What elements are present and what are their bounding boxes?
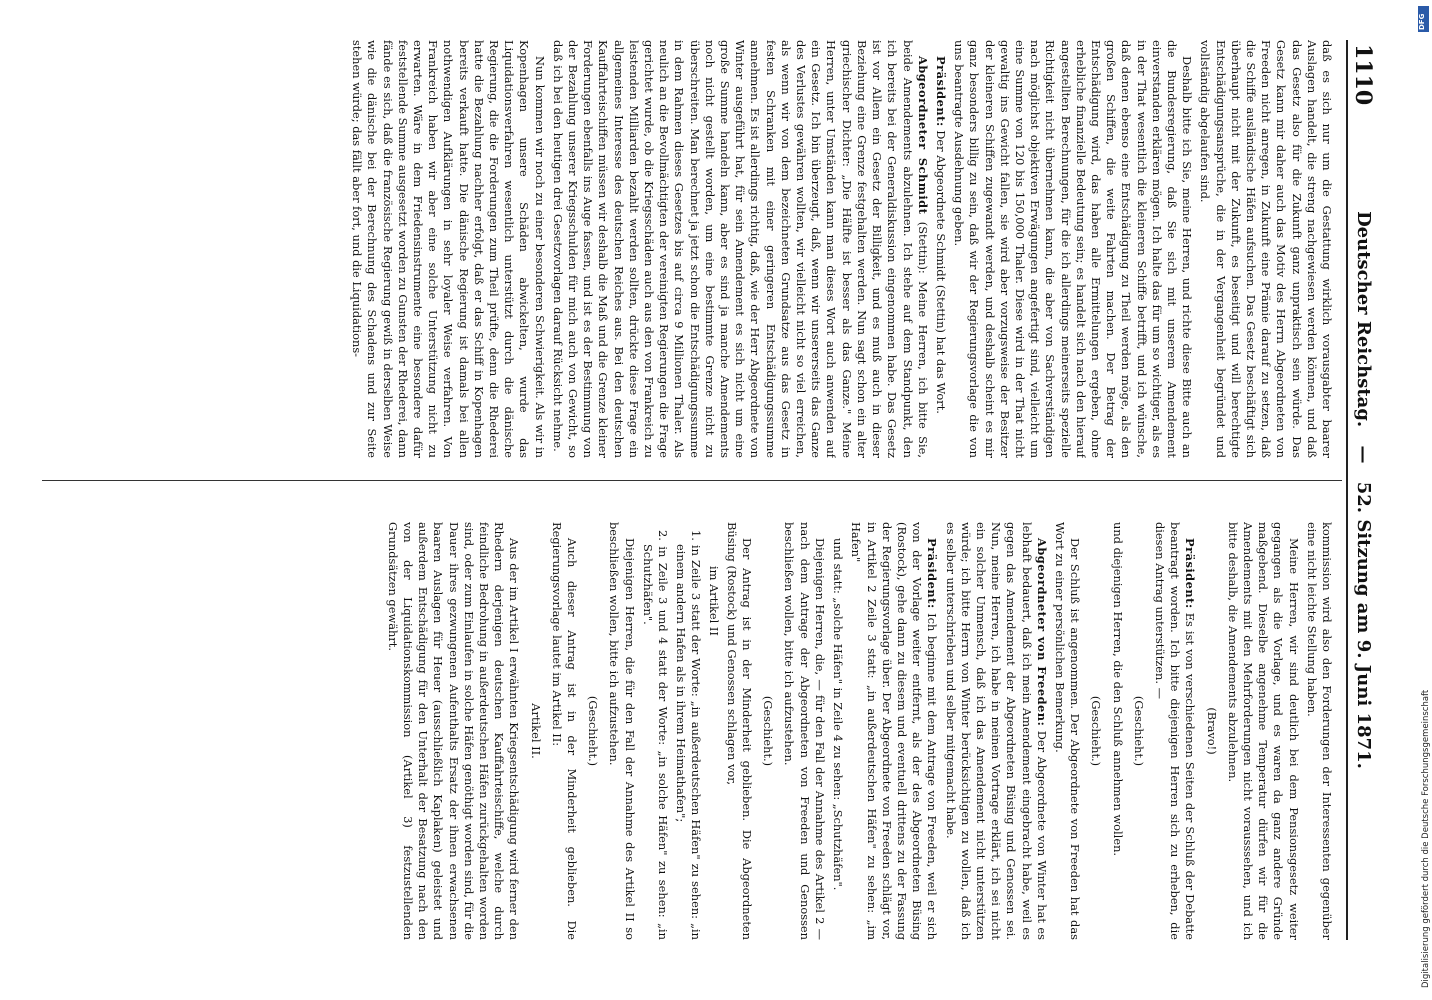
paragraph	[1197, 40, 1334, 458]
paragraph-text: Meine Herren, wir sind deutlich bei dem Pensionsgesetz weiter gegangen als die Vorlage, und es waren da ganz andere Gründe maßgebend. Dieselbe angenehme Temperatur dürfen wir für die Amendements mit den Mehrforderungen nicht vorausssehen, und ich bitte deshalb, die Amendements abzulehnen.	[1225, 522, 1301, 940]
credit-text: Digitalisierung gefördert durch die Deutsche Forschungsgemeinschaft	[1421, 689, 1431, 988]
paragraph	[385, 522, 522, 940]
paragraph-text: (Geschieht.)	[586, 695, 601, 767]
title-dash: —	[1353, 445, 1374, 464]
paragraph-text: Nun kommen wir noch zu einer besonderen Schwierigkeit. Als wir in Kopenhagen unsere Schäden abwickelten, wurde das Liquidationsverfahren wesentlich unterstützt durch die dänische Regierung, die die Forderungen zum Theil prüfte, denn die Rhederei hatte die Bezahlung nachher erfolgt, daß er das Schiff in Kopenhagen bereits verkauft hatte. Die dänische Regierung ist damals bei allen nothwendigen Aufklärungen in sehr loyaler Weise verfahren. Von Frankreich haben wir aber eine solche Unterstützung nicht zu erwarten. Wäre in dem Friedensinstrumente eine besondere dafür feststellende Summe ausgesetzt worden zu Gunsten der Rhederei, dann fände es sich, daß die französische Regierung gewiß in derselben Weise wie die dänische bei der Berechnung des Schadens und zur Seite stehen würde; das fällt aber fort, und die Liquidations-	[350, 40, 547, 458]
publication-title: Deutscher Reichstag.	[1353, 211, 1374, 428]
speaker-name: Präsident:	[933, 56, 948, 127]
paragraph-text: im Artikel II	[706, 566, 721, 636]
paragraph-text: Deshalb bitte ich Sie, meine Herren, und richte diese Bitte auch an die Bundesregierung, daß Sie sich mit unserem Amendement einverstanden erklären mögen. Ich halte das für um so wichtiger, als es in der That wesentlich die kleineren Schiffe betrifft, und ich wünsche, daß denen ebenso eine Entschädigung zu Theil werden möge, als den großen Schiffen, die weite Fahrten machen. Der Betrag der Entschädigung wird, das haben alle Ermittelungen ergeben, ohne erhebliche finanzielle Bedeutung sein; es handelt sich nach den hierauf angestellten Berechnungen, für die ich allerdings meinerseits spezielle Richtigkeit nicht übernehmen kann, die aber von Sachverständigen nach möglichst objektiven Erwägungen angefertigt sind, vielleicht um eine Summe von 120 bis 150,000 Thaler. Diese wird in der That nicht gewaltig ins Gewicht fallen, sie wird aber vorzugsweise der Besitzer der kleineren Schiffen zugewandt werden, und deshalb scheint es mir ganz besonders billig zu sein, daß wir der Regierungsvorlage die von uns beantragte Ausdehnung geben.	[952, 40, 1195, 458]
paragraph	[724, 522, 754, 940]
paragraph-text: Diejenigen Herren, die, — für den Fall der Annahme des Artikel 2 — nach dem Antrage der Abgeordneten von Freeden und Genossen beschließen wollen, bitte ich aufzustehen.	[782, 522, 827, 940]
paragraph	[527, 522, 542, 940]
paragraph	[830, 522, 845, 940]
speaker-name: Präsident:	[1183, 538, 1198, 609]
paragraph	[1052, 522, 1082, 940]
digitization-credit	[1421, 10, 1432, 990]
paragraph	[1131, 522, 1146, 940]
paragraph	[1152, 522, 1198, 940]
paragraph-text: (Bravo!)	[1204, 707, 1219, 755]
paragraph	[1225, 522, 1301, 940]
speaker-name: Abgeordneter Schmidt	[915, 56, 930, 215]
speaker-name: Präsident:	[925, 538, 940, 609]
column-divider	[42, 480, 1342, 481]
paragraph-text: 1. in Zeile 3 statt der Worte: „in außerdeutschen Häfen" zu sehen: „in einem andern Hafen als in ihrem Heimathafen";	[674, 530, 704, 940]
paragraph	[1203, 522, 1218, 940]
paragraph	[1088, 522, 1103, 940]
page-number: 1110	[1350, 44, 1376, 106]
paragraph	[781, 522, 827, 940]
paragraph	[549, 522, 579, 940]
paragraph	[951, 40, 1194, 458]
paragraph-text: Der Abgeordnete von Winter hat es lebhaft bedauert, daß ich mein Amendement eingebracht habe, weil es gegen das Amendement der Abgeordneten Büsing und Genossen sei. Nun, meine Herren, ich habe in meinen Vortrage erklärt, ich sei nicht ein solcher Unmensch, daß ich das Amendement nicht unterstützen würde; ich bitte Herrn von Winter berücksichtigen zu wollen, daß ich es selber unterschrieben und selber mitgemacht habe.	[943, 522, 1049, 940]
paragraph-text: Der Antrag ist in der Minderheit geblieben. Die Abgeordneten Büsing (Rostock) und Genossen schlagen vor,	[724, 522, 755, 940]
paragraph-text: (Stettin): Meine Herren, ich bitte Sie, beide Amendements abzulehnen. Ich stehe auf dem Standpunkt, den ich bereits bei der Generaldiskussion eingenommen habe. Das Gesetz ist vor Allem ein Gesetz der Billigkeit, und es muß auch in dieser Beziehung eine Grenze festgehalten werden. Nun sagt schon ein alter griechischer Dichter: „Die Hälfte ist besser als das Ganze." Meine Herren, unter Umständen kann man dieses Wort auch anwenden auf ein Gesetz. Ich bin überzeugt, daß, wenn wir unsererseits das Ganze des Verlustes gewähren wollten, wir vielleicht nicht so viel erreichen, als wenn wir von dem bezeichneten Grundsatze aus das Gesetz in festen Schranken mit einer geringeren Entschädigungssumme annehmen. Es ist allerdings richtig, daß, wie der Herr Abgeordnete von Winter ausgeführt hat, für sein Amendement es sich nicht um eine große Summe handeln kann, aber es sind ja manche Amendements noch nicht gestellt worden, um eine bestimmte Grenze nicht zu überschreiten. Man berechnet ja jetzt schon die Entschädigungssumme in dem Rahmen dieses Gesetzes bis auf circa 9 Millionen Thaler. Als neulich an die Bevollmächtigten der vereinigten Regierungen die Frage gerichtet wurde, ob die Kriegsschäden auch aus den von Frankreich zu leistenden Milliarden bezahlt werden sollten, drückte diese Frage ein allgemeines Interesse des deutschen Reiches aus. Bei den deutschen Kauffahrteischiffen müssen wir deshalb die Maß und die Grenze kleiner Forderungen ebenfalls ins Auge fassen, und ist es der Bestimmung von der Bezahlung unserer Kriegsschulden für mich auch von Gewicht, so daß ich bei den heutigen drei Gesetzvorlagen darauf Rücksicht nehme.	[550, 40, 930, 458]
paragraph	[550, 40, 930, 458]
paragraph	[640, 530, 671, 940]
paragraph-text: Diejenigen Herren, die für den Fall der Annahme des Artikel II so beschließen wollen, bitte ich aufzustehen.	[607, 522, 637, 940]
paragraph-text: Es ist von verschiedenen Seiten der Schluß der Debatte beantragt worden. Ich bitte diejenigen Herren sich zu erheben, die diesen Antrag unterstützen. —	[1152, 522, 1198, 940]
paragraph	[349, 40, 547, 458]
right-text-column	[44, 522, 1334, 940]
paragraph-text: daß es sich nur um die Gestattung wirklich vorausgabter baarer Auslagen handelt, die streng nachgewiesen werden können, und daß das Gesetz also für die Zukunft ganz unpraktisch sein würde. Das Gesetz kann mir daher auch das Motiv des Herrn Abgeordneten von Freeden nicht anregen, in Zukunft eine Prämie darauf zu setzen, daß die Schiffe ausländische Häfen aufsuchen. Das Gesetz beschäftigt sich überhaupt nicht mit der Zukunft, es beseitigt und will berechtigte Entschädigungsansprüche, die in der Vergangenheit begründet und vollständig abgelaufen sind.	[1198, 40, 1334, 458]
paragraph	[942, 522, 1048, 940]
paragraph	[585, 522, 600, 940]
paragraph	[1109, 522, 1124, 940]
paragraph-text: und diejenigen Herren, die den Schluß annehmen wollen.	[1110, 522, 1125, 857]
paragraph-text: Ich beginne mit dem Antrage von Freeden, weil er sich von der Vorlage weiter entfernt, als der des Abgeordneten Büsing (Rostock), gehe dann zu diesem und eventuell drittens zu der Fassung der Regierungsvorlage über. Der Abgeordnete von Freeden schlägt vor, in Artikel 2 Zeile 3 statt: „in außerdeutschen Häfen" zu sehen: „im Hafen"	[849, 522, 940, 940]
dfg-logo: DFG	[1418, 6, 1429, 32]
paragraph	[933, 40, 948, 458]
paragraph-text: 2. in Zeile 3 und 4 statt der Worte: „in solche Häfen" zu sehen: „in Schutzhäfen".	[640, 530, 671, 940]
paragraph-text: (Geschieht.)	[761, 695, 776, 767]
paragraph-text: und statt: „solche Häfen" in Zeile 4 zu sehen: „Schutzhäfen".	[831, 538, 846, 891]
paragraph	[1304, 522, 1334, 940]
paragraph-text: kommission wird also den Forderungen der Interessenten gegenüber eine nicht leichte Stellung haben.	[1304, 522, 1334, 940]
speaker-name: Abgeordneter von Freeden:	[1034, 538, 1049, 727]
paragraph	[705, 566, 720, 940]
page-header	[1346, 40, 1376, 940]
paragraph	[606, 522, 636, 940]
paragraph	[848, 522, 939, 940]
session-title: 52. Sitzung am 9. Juni 1871.	[1353, 481, 1374, 769]
paragraph-text: Artikel II.	[528, 703, 543, 759]
paragraph	[760, 522, 775, 940]
paragraph-text: (Geschieht.)	[1131, 695, 1146, 767]
running-title	[1353, 40, 1374, 940]
paragraph-text: Auch dieser Antrag ist in der Minderheit geblieben. Die Regierungsvorlage lautet im Artikel II:	[549, 522, 580, 940]
paragraph-text: Aus der im Artikel I erwähnten Kriegsentschädigung wird ferner den Rhedern derjenigen deutschen Kauffahrteischiffe, welche durch feindliche Bedrohung in außerdeutschen Häfen zurückgehalten worden sind, oder zum Einlaufen in solche Häfen genöthigt worden sind, für die Dauer ihres gezwungenen Aufenthalts Ersatz der ihnen erwachsenen baaren Auslagen für Heuer (ausschließlich Kaplaken) geleistet und außerdem Entschädigung für den Unterhalt der Besatzung nach den von der Liquidationskommission (Artikel 3) festzustellenden Grundsätzen gewährt.	[385, 522, 522, 940]
paragraph-text: (Geschieht.)	[1089, 695, 1104, 767]
paragraph-text: Der Abgeordnete Schmidt (Stettin) hat das Wort.	[933, 126, 948, 414]
left-text-column	[44, 40, 1334, 458]
paragraph	[673, 530, 704, 940]
paragraph-text: Der Schluß ist angenommen. Der Abgeordnete von Freeden hat das Wort zu einer persönlichen Bemerkung.	[1052, 522, 1083, 940]
